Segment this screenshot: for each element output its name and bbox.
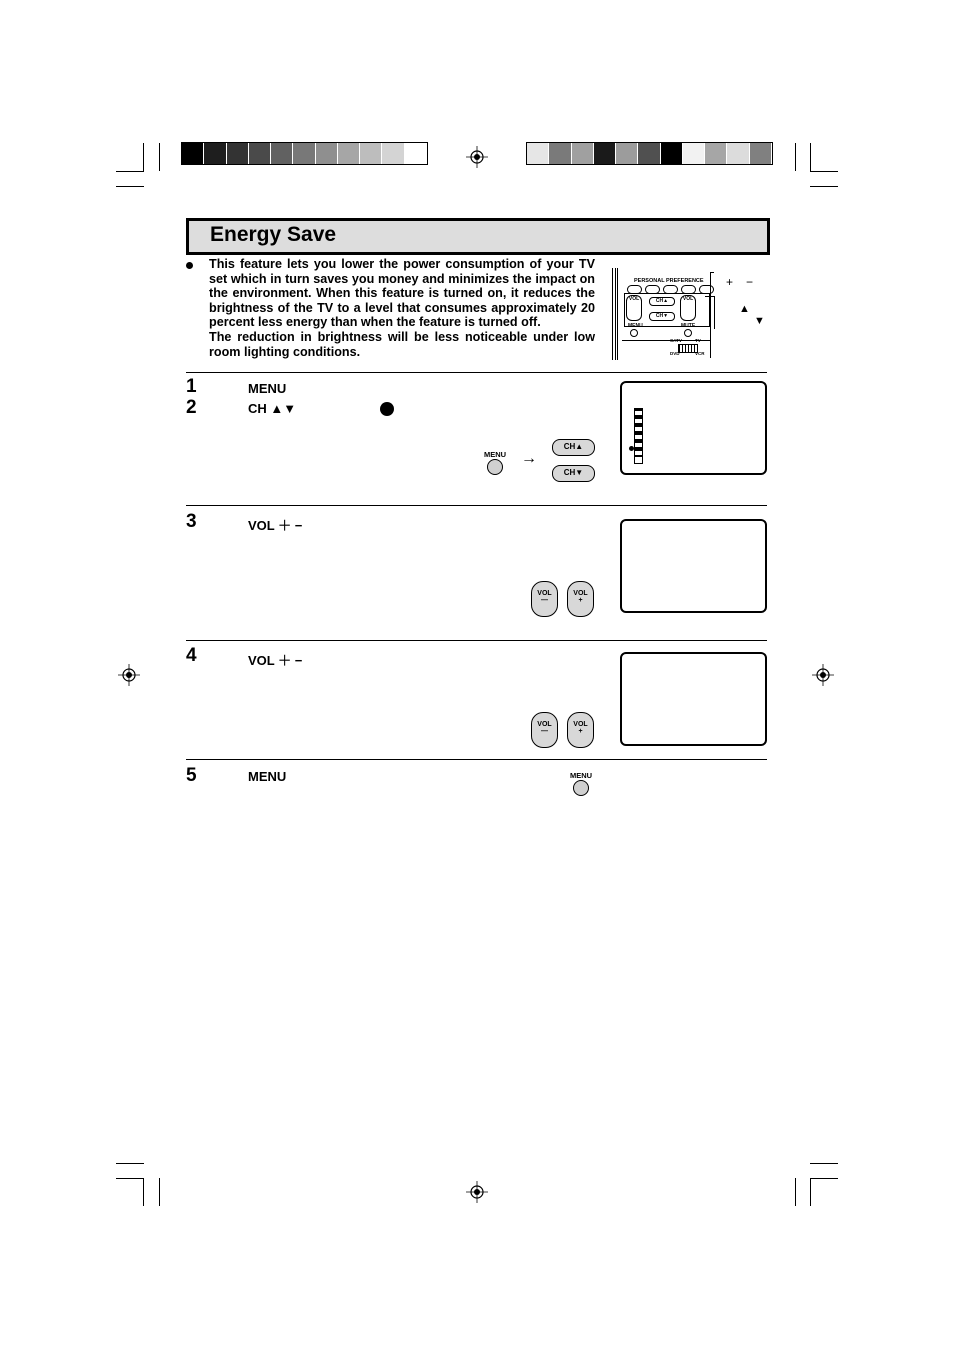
personal-preference-label: PERSONAL PREFERENCE (634, 278, 704, 284)
color-calibration-strip-right (526, 142, 773, 165)
crop-mark (143, 1178, 144, 1206)
menu-button[interactable] (487, 459, 503, 475)
crop-mark (116, 1178, 144, 1179)
section-divider (186, 640, 767, 641)
filled-circle-icon (380, 402, 394, 416)
crop-mark (116, 1163, 144, 1164)
color-swatch (316, 143, 338, 164)
color-swatch (249, 143, 271, 164)
tv-screen (620, 519, 767, 613)
crop-mark (116, 186, 144, 187)
color-swatch (572, 143, 594, 164)
color-swatch (271, 143, 293, 164)
tv-screen (620, 652, 767, 746)
crop-mark (810, 1178, 811, 1206)
crop-mark (143, 143, 144, 171)
menu-button-label: MENU (570, 771, 593, 780)
crop-mark (159, 1178, 160, 1206)
section-divider (186, 372, 767, 373)
remote-diagram (612, 268, 767, 360)
color-calibration-strip-left (181, 142, 428, 165)
crop-mark (810, 1178, 838, 1179)
crop-mark (810, 171, 838, 172)
plus-sign: + (726, 275, 734, 289)
up-arrow-icon: ▲ (739, 303, 750, 315)
step-label: VOL ＋ − (248, 518, 303, 533)
section-divider (186, 759, 767, 760)
step-number: 1 (186, 376, 197, 397)
color-swatch (750, 143, 772, 164)
crop-mark (159, 143, 160, 171)
arrow-icon: → (521, 450, 537, 467)
ch-up-button[interactable]: CH▲ (552, 439, 595, 456)
tv-screen-menu (620, 381, 767, 475)
remote-vcr-label: VCR (695, 351, 705, 356)
registration-mark-icon (466, 1181, 488, 1203)
crop-mark (810, 186, 838, 187)
remote-menu-label: MENU (628, 323, 643, 329)
menu-button-label: MENU (484, 450, 507, 459)
color-swatch (705, 143, 727, 164)
crop-mark (810, 1163, 838, 1164)
section-divider (186, 505, 767, 506)
color-swatch (549, 143, 571, 164)
color-swatch (293, 143, 315, 164)
step-label: MENU (248, 769, 287, 784)
color-swatch (616, 143, 638, 164)
step-label: VOL ＋ − (248, 653, 303, 668)
down-arrow-icon: ▼ (754, 315, 765, 327)
remote-vol-plus-icon: VOL (680, 295, 696, 321)
step-number: 4 (186, 645, 197, 666)
step-number: 2 (186, 397, 197, 418)
step-number: 3 (186, 511, 197, 532)
color-swatch (405, 143, 427, 164)
minus-sign: − (746, 275, 754, 289)
selection-dot-icon (629, 446, 634, 451)
remote-vol-minus-icon: VOL (626, 295, 642, 321)
intro-paragraph: This feature lets you lower the power consumption of your TV set which in turn saves you money and minimizes the impact on the environment. When this feature is turned on, it reduces the brightness of the TV to a level that consumes approximately 20 percent less energy than when the feature is turned off. (209, 257, 595, 330)
vol-minus-button[interactable]: VOL — (531, 712, 558, 748)
color-swatch (182, 143, 204, 164)
color-swatch (227, 143, 249, 164)
step-number: 5 (186, 765, 197, 786)
menu-button[interactable] (573, 780, 589, 796)
color-swatch (638, 143, 660, 164)
crop-mark (810, 143, 811, 171)
crop-mark (116, 171, 144, 172)
remote-ch-down-icon: CH▼ (649, 312, 675, 321)
intro-text (209, 257, 595, 359)
registration-mark-icon (466, 146, 488, 168)
color-swatch (382, 143, 404, 164)
color-swatch (204, 143, 226, 164)
color-swatch (727, 143, 749, 164)
page-title: Energy Save (210, 223, 337, 246)
step-label: MENU (248, 381, 287, 396)
vol-minus-button[interactable]: VOL — (531, 581, 558, 617)
menu-icon-list (634, 408, 643, 460)
crop-mark (795, 143, 796, 171)
step-label: CH ▲▼ (248, 401, 297, 416)
color-swatch (338, 143, 360, 164)
registration-mark-icon (812, 664, 834, 686)
crop-mark (795, 1178, 796, 1206)
vol-plus-button[interactable]: VOL + (567, 581, 594, 617)
remote-mute-label: MUTE (681, 323, 696, 329)
page-title-bar (186, 218, 770, 255)
intro-paragraph: The reduction in brightness will be less noticeable under low room lighting conditions. (209, 329, 595, 359)
remote-ch-up-icon: CH▲ (649, 297, 675, 306)
bullet-icon (186, 262, 193, 269)
remote-dvd-label: DVD (670, 351, 680, 356)
vol-plus-button[interactable]: VOL + (567, 712, 594, 748)
color-swatch (683, 143, 705, 164)
registration-mark-icon (118, 664, 140, 686)
color-swatch (594, 143, 616, 164)
ch-down-button[interactable]: CH▼ (552, 465, 595, 482)
color-swatch (661, 143, 683, 164)
color-swatch (527, 143, 549, 164)
color-swatch (360, 143, 382, 164)
